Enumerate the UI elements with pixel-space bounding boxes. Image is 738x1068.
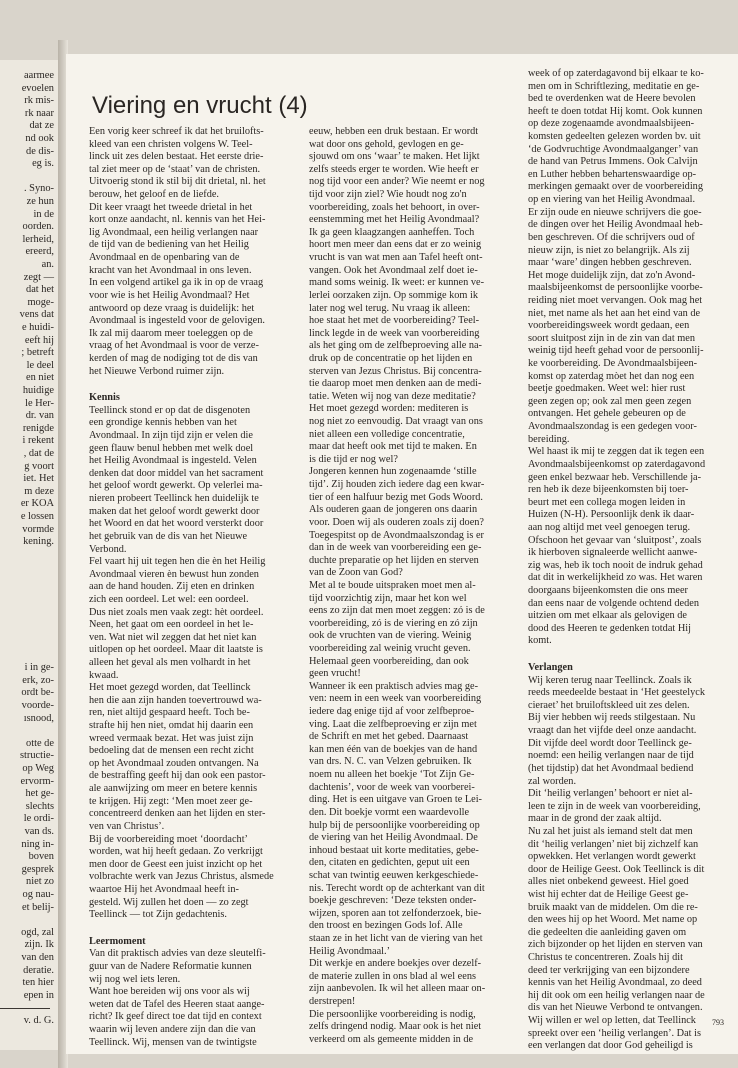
- fragment-line: dat het: [26, 284, 54, 296]
- text-line: ven: neem in een week van voorbereiding: [309, 693, 482, 705]
- text-line: bruik maakt van de middelen. Om die re-: [528, 901, 698, 913]
- text-line: sjouwd om ons ‘waar’ te maken. Het lijkt: [309, 151, 480, 163]
- text-line: uitlopen op het oordeel. Maar dit laatste is: [89, 644, 263, 656]
- text-line: maar dat heeft ook met tijd te maken. En: [309, 441, 477, 453]
- text-line: iedere dag enige tijd af voor zelfbeproe-: [309, 706, 475, 718]
- fragment-line: i in ge-: [24, 662, 54, 674]
- text-line: waartoe Hij het Avondmaal heeft in-: [89, 883, 239, 895]
- text-line: voorbereiding, zoals het behoort, in over-: [309, 201, 480, 213]
- text-line: die gedeelten die aanleiding gaven om: [528, 926, 687, 938]
- text-line: Avondmaal is ingesteld voor de gelovigen.: [89, 315, 265, 327]
- text-line: Ik ga geen klaagzangen aanheffen. Toch: [309, 226, 475, 238]
- fragment-line: huidige: [22, 385, 54, 396]
- section-heading: Verlangen: [528, 662, 573, 674]
- text-line: en Luther hebben behartenswaardige op-: [528, 168, 697, 180]
- text-line: Dit keer vraagt het tweede drietal in het: [89, 201, 253, 213]
- text-line: kennis van het Heilig Avondmaal, zo deed: [528, 977, 702, 989]
- fragment-line: aarmee: [24, 70, 54, 81]
- fragment-line: evoelen: [21, 82, 54, 94]
- text-line: [528, 648, 734, 662]
- text-line: tijd voor zijn ziel? Wie houdt nog zo'n: [309, 189, 467, 201]
- text-line: hij dit ook om een heilig verlangen naar de: [528, 989, 705, 1001]
- text-line: In een volgend artikel ga ik in op de vraag: [89, 277, 264, 289]
- text-line: Helemaal geen voorbereiding, dan ook: [309, 655, 469, 667]
- text-line: hoe staat het met de voorbereiding? Teel-: [309, 315, 480, 327]
- text-line: (het tijdstip) dat het Avondmaal bediend: [528, 762, 694, 774]
- text-line: wat door ons gehold, gevlogen en ge-: [309, 138, 464, 150]
- text-line: maalsbijeenkomst de persoonlijke voorbe-: [528, 282, 703, 294]
- text-line: kwaad.: [89, 669, 119, 681]
- text-line: heeft te doen totdat Hij komt. Ook kunnen: [528, 105, 703, 117]
- text-line: den troost en bezingen Gods lof. Alle: [309, 920, 463, 932]
- text-line: kan men één van de boekjes van de hand: [309, 743, 478, 755]
- text-line: maken dat het geloof wordt gewerkt door: [89, 505, 260, 517]
- text-line: men om in Schriftlezing, meditatie en ge-: [528, 80, 700, 92]
- text-line: tijd voorzichtig zijn, maar het kon wel: [309, 592, 467, 604]
- text-line: wij nog wel iets leren.: [89, 973, 181, 985]
- fragment-line: ervorm-: [20, 775, 54, 787]
- fragment-line: erk, zo-: [22, 674, 54, 686]
- fragment-line: ; betreft: [21, 347, 54, 359]
- text-line: Christus te concentreren. Zoals hij dit: [528, 952, 683, 964]
- text-line: den. Dit boekje vormt een waardevolle: [309, 806, 470, 818]
- text-line: den, citaten en gedichten, geput uit een: [309, 857, 470, 869]
- text-line: is die tijd er nog wel?: [309, 453, 398, 465]
- fragment-line: lerheid,: [22, 233, 54, 245]
- text-line: lerlei oorzaken zijn. Op sommige kom ik: [309, 289, 478, 301]
- text-line: vangen. Ook het Avondmaal zelf doet ie-: [309, 264, 478, 276]
- text-line: tie daarop moet men denken aan de medi-: [309, 378, 482, 390]
- text-line: merkingen gemaakt over de voorbereiding: [528, 181, 703, 193]
- fragment-line: dat ze: [29, 120, 54, 132]
- text-line: nog niet zo eenvoudig. Dat vraagt van ons: [309, 416, 483, 428]
- text-line: tijd’. Zij houden zich iedere dag een kwar-: [309, 479, 485, 491]
- text-line: hoort men meer dan eens dat er zo weinig: [309, 239, 482, 251]
- fragment-line: ereerd,: [25, 246, 54, 258]
- fragment-line: , dat de: [23, 448, 54, 459]
- text-line: Van dit praktisch advies van deze sleutelfi-: [89, 948, 266, 960]
- text-line: de dingen over het Heilig Avondmaal heb-: [528, 219, 703, 231]
- text-line: kracht van het Avondmaal in ons leven.: [89, 264, 252, 276]
- text-line: Dit werkje en andere boekjes over dezelf-: [309, 958, 482, 970]
- text-line: maar in de grond der zaak altijd.: [528, 813, 662, 825]
- text-line: op het Avondmaal zouden ontvangen. Na: [89, 757, 259, 769]
- text-line: ving. Laat die zelfbeproeving er zijn met: [309, 718, 477, 730]
- text-line: Toegespitst op de Avondmaalszondag is er: [309, 529, 484, 541]
- text-line: verkeerd om als gemeente midden in de: [309, 1033, 474, 1045]
- fragment-line: slechts: [25, 800, 54, 812]
- fragment-line: . Syno-: [23, 183, 54, 195]
- text-line: kerden of mag de nodiging tot de dis van: [89, 352, 258, 364]
- text-line: zig was, heb ik toch nooit de indruk gehad: [528, 559, 703, 571]
- text-line: een verlangen dat door God geheiligd is: [528, 1040, 693, 1052]
- text-line: als het ging om de zelfbeproeving alle na-: [309, 340, 482, 352]
- text-line: strafte hij hen niet, omdat hij daarin een: [89, 720, 254, 732]
- fragment-line: ning in-: [21, 838, 54, 850]
- text-line: bedoeling dat de mensen een recht zicht: [89, 745, 254, 757]
- text-line: door de Heilige Geest. Ook Teellinck is dit: [528, 863, 705, 875]
- text-line: reiding niet moet vervangen. Ook mag het: [528, 294, 703, 306]
- text-line: Nu zal het juist als iemand stelt dat men: [528, 825, 693, 837]
- text-line: de tijd van de bediening van het Heilig: [89, 239, 249, 251]
- text-line: Heilig Avondmaal.’: [309, 945, 391, 957]
- text-line: op en viering van het Heilig Avondmaal.: [528, 194, 696, 206]
- text-line: Die persoonlijke voorbereiding is nodig,: [309, 1008, 476, 1020]
- fragment-line: gesprek: [21, 863, 54, 875]
- fragment-line: an.: [41, 259, 54, 270]
- text-line: linck uit zes delen bestaat. Het eerste drie-: [89, 151, 264, 163]
- text-line: geen zegen op; ook zal men geen zegen: [528, 395, 692, 407]
- fragment-line: epen in: [23, 989, 54, 1001]
- fragment-line: iet. Het: [23, 473, 54, 485]
- text-line: nog tijd voor een ander? Wie neemt er nog: [309, 176, 485, 188]
- text-line: vraagt dan het vijfde deel onze aandacht.: [528, 725, 697, 737]
- fragment-line: de dis-: [26, 145, 54, 157]
- text-line: van de Zoon van God?: [309, 567, 403, 579]
- text-line: ren heb ik deze bijeenkomsten bij toer-: [528, 484, 689, 496]
- text-line: linck legde in de week van voorbereiding: [309, 327, 480, 339]
- text-line: soort sluitpost zijn in de zin van dat men: [528, 332, 696, 344]
- fragment-line: le deel: [26, 359, 54, 371]
- text-line: eeuw, hebben een druk bestaan. Er wordt: [309, 126, 479, 137]
- text-line: Avondmaal. In zijn tijd zijn er velen die: [89, 430, 253, 442]
- text-line: Een vorig keer schreef ik dat het bruilofts-: [89, 126, 264, 137]
- text-line: Avondmaal vieren èn bewust hun zonden: [89, 568, 259, 580]
- text-line: komst op zaterdag mòet het dan nog een: [528, 370, 695, 382]
- text-line: op deze zogenaamde avondmaalsbijeen-: [528, 118, 695, 130]
- text-line: Als ouderen gaan de jongeren ons daarin: [309, 504, 478, 516]
- fragment-line: le ordi-: [23, 813, 54, 825]
- text-line: het Nieuwe Verbond ruimer zijn.: [89, 365, 225, 377]
- text-line: tal ziet meer op de ‘staat’ van de christen.: [89, 163, 261, 175]
- text-line: Uitvoerig stond ik stil bij dit drietal, nl. het: [89, 176, 266, 188]
- text-line: volbrachte werk van Jezus Christus, alsmede: [89, 871, 274, 883]
- fragment-line: i rekent: [22, 435, 54, 447]
- text-line: te krijgen. Hij zegt: ‘Men moet zeer ge-: [89, 795, 253, 807]
- fragment-line: van den: [21, 952, 54, 963]
- text-line: zelfs steeds erger te worden. Wie heeft er: [309, 163, 479, 175]
- text-line: berouw, het geloof en de liefde.: [89, 189, 219, 201]
- text-line: mand soms weinig. Ik weet: er kunnen ve-: [309, 277, 485, 289]
- text-line: ben geschreven. Of die schrijvers oud of: [528, 231, 695, 243]
- text-line: dood des Heeren te gedenken totdat Hij: [528, 622, 691, 634]
- text-line: wijzen, sporen aan tot zelfonderzoek, bie-: [309, 907, 482, 919]
- text-line: weinig tijd heeft gehad voor de persoonlij-: [528, 345, 704, 357]
- text-line: ook de vruchten van de viering. Weinig: [309, 630, 472, 642]
- text-line: de materie zullen in ons blad al wel eens: [309, 970, 476, 982]
- fragment-line: rk naar: [24, 107, 54, 119]
- fragment-line: van ds.: [24, 826, 54, 837]
- fragment-line: nd ook: [25, 133, 54, 144]
- text-line: week of op zaterdagavond bij elkaar te ko-: [528, 68, 704, 79]
- text-line: waarin wij leven andere zijn dan die van: [89, 1024, 256, 1036]
- text-line: [89, 378, 299, 392]
- text-line: Het moet gezegd worden, dat Teellinck: [89, 682, 251, 694]
- text-line: ontvangen. Het gehele gebeuren op de: [528, 408, 686, 420]
- text-line: zich een oordeel. Let wel: een oordeel.: [89, 593, 249, 605]
- previous-page-fragment: [0, 60, 58, 1050]
- fragment-line: ısnood,: [23, 712, 54, 724]
- text-line: voor wie is het Heilig Avondmaal? Het: [89, 289, 250, 301]
- text-line: weten dat de Tafel des Heeren staat aange-: [89, 998, 265, 1010]
- text-line: doorgaans bijeenkomsten die ons meer: [528, 584, 688, 596]
- text-line: de hand van Petrus Immens. Ook Calvijn: [528, 156, 698, 168]
- text-line: Met al te boude uitspraken moet men al-: [309, 579, 476, 591]
- article-column-3: [528, 68, 734, 1053]
- article-title: Viering en vrucht (4): [92, 92, 308, 119]
- text-line: Bij de voorbereiding moet ‘doordacht’: [89, 833, 248, 845]
- text-line: van drs. N. C. van Velzen gebruiken. Ik: [309, 756, 472, 768]
- text-line: ven. Wat niet wil zeggen dat het niet kan: [89, 631, 257, 643]
- text-line: dit ‘heilig verlangen’ niet bij zichzelf kan: [528, 838, 699, 850]
- text-line: vraag of het Avondmaal is voor de verze-: [89, 340, 259, 352]
- text-line: kleed van een christen volgens W. Teel-: [89, 138, 253, 150]
- text-line: Want hoe bereiden wij ons voor als wij: [89, 986, 250, 998]
- text-line: wreed vermaak bezat. Het was juist zijn: [89, 732, 254, 744]
- text-line: Ofschoon het gevaar van ‘sluitpost’, zoals: [528, 534, 702, 546]
- text-line: ale aanwijzing om meer en betere kennis: [89, 783, 258, 795]
- text-line: zijn aanbevolen. Ik wil het alleen maar on-: [309, 983, 486, 995]
- text-line: beetje goedmaken. Weet wel: hier rust: [528, 383, 686, 395]
- text-line: ven van Christus’.: [89, 820, 165, 832]
- fragment-line: otte de: [26, 737, 54, 749]
- section-heading: Leermoment: [89, 935, 146, 947]
- text-line: Wij willen er wel op letten, dat Teellinck: [528, 1015, 696, 1027]
- fragment-line: ten hier: [22, 977, 54, 989]
- article-column-2: [309, 126, 519, 1046]
- fragment-line: og nau-: [22, 889, 54, 900]
- text-line: maar ‘ware’ dingen hebben geschreven.: [528, 257, 692, 269]
- text-line: wist hij echter dat de Heilige Geest ge-: [528, 889, 689, 900]
- text-line: hulp bij de persoonlijke voorbereiding op: [309, 819, 480, 831]
- text-line: Avondmaal en de openbaring van de: [89, 252, 240, 264]
- fragment-line: zegt —: [23, 271, 54, 283]
- text-line: tier of een halfuur bezig met Gods Woord.: [309, 491, 483, 503]
- text-line: geen flauw benul hebben met welk doel: [89, 442, 254, 454]
- text-line: Teellinck — tot Zijn gedachtenis.: [89, 909, 227, 921]
- fragment-line: het ge-: [25, 788, 54, 800]
- fragment-line: e lossen: [20, 511, 54, 522]
- text-line: Dit vijfde deel wordt door Teellinck ge-: [528, 737, 692, 749]
- fragment-line: e huidi-: [21, 322, 54, 333]
- text-line: de viering van het Heilig Avondmaal. De: [309, 832, 478, 844]
- text-line: nieuw zijn, is niet zo belangrijk. Als zij: [528, 244, 690, 256]
- text-line: derstrepen!: [309, 996, 356, 1008]
- text-line: noemd: een heilig verlangen naar de tijd: [528, 750, 694, 762]
- text-line: bed te overdenken wat de Heere bevolen: [528, 93, 696, 105]
- fragment-line: voorde-: [21, 700, 54, 711]
- text-line: Het moge duidelijk zijn, dat zo'n Avond-: [528, 269, 696, 281]
- text-line: niet, met name als het aan het eind van de: [528, 307, 701, 319]
- page-number: 793: [712, 1018, 724, 1027]
- text-line: voorbereiding, zó is de viering en zó zijn: [309, 617, 478, 629]
- text-line: schat van twintig eeuwen kerkgeschiede-: [309, 869, 479, 881]
- text-line: dan eens naar de volgende ochtend deden: [528, 597, 699, 609]
- fragment-line: boven: [28, 851, 54, 863]
- text-line: geen enkel bezwaar heb. Verschillende ja-: [528, 471, 702, 483]
- text-line: Er zijn oude en nieuwe schrijvers die goe-: [528, 206, 702, 218]
- text-line: Bij vier hebben wij reeds stilgestaan. Nu: [528, 712, 696, 724]
- column-end-rule: [0, 1008, 50, 1009]
- text-line: eenstemming met het Heilig Avondmaal?: [309, 214, 480, 226]
- fragment-line: oorden.: [22, 221, 54, 233]
- text-line: bereiding.: [528, 433, 570, 445]
- text-line: sterven van Jezus Christus. Bij concentra-: [309, 365, 482, 377]
- text-line: nis. Terecht wordt op de achterkant van dit: [309, 882, 485, 894]
- text-line: het geloof wordt gewerkt. Op velerlei ma-: [89, 480, 263, 492]
- text-line: het Woord en dat het woord versterkt door: [89, 518, 264, 530]
- text-line: alleen het geval als men volhardt in het: [89, 656, 251, 668]
- text-line: Ik zal mij daarom meer toeleggen op de: [89, 327, 253, 339]
- text-line: opwekken. Het verlangen wordt gewerkt: [528, 851, 696, 863]
- text-line: Wanneer ik een praktisch advies mag ge-: [309, 680, 478, 692]
- text-line: staan ze in het licht van de viering van het: [309, 933, 483, 944]
- fragment-line: dr. van: [25, 410, 54, 422]
- text-line: geen vrucht!: [309, 668, 361, 680]
- text-line: [89, 922, 299, 936]
- text-line: ren, niet altijd gespaard heeft. Toch be-: [89, 707, 250, 719]
- fragment-line: eeft hij: [24, 334, 54, 346]
- fragment-line: vens dat: [19, 309, 54, 321]
- text-line: antwoord op deze vraag is duidelijk: het: [89, 302, 255, 314]
- fragment-line: eg is.: [32, 158, 54, 170]
- text-line: komt.: [528, 635, 552, 647]
- text-line: eens zo zijn dat men moet zeggen: zó is de: [309, 605, 485, 617]
- text-line: ik hierboven signaleerde wellicht aanwe-: [528, 547, 698, 559]
- fragment-line: en niet: [26, 372, 54, 384]
- text-line: beurt met een collega mogen leiden in: [528, 496, 686, 508]
- text-line: Fel vaart hij uit tegen hen die èn het Heilig: [89, 556, 266, 568]
- fragment-line: ordt be-: [21, 687, 54, 699]
- text-line: uitzien om met elkaar als gelovigen de: [528, 610, 687, 622]
- fragment-line: structie-: [19, 750, 54, 762]
- text-line: druk op de concentratie op het lijden en: [309, 352, 473, 364]
- fragment-line: ogd, zal: [21, 926, 54, 938]
- text-line: guur van de Nadere Reformatie kunnen: [89, 961, 252, 972]
- text-line: Dus niet zoals men vaak zegt: hèt oordeel.: [89, 606, 264, 618]
- text-line: concentreerd denken aan het lijden en ster-: [89, 808, 266, 820]
- text-line: Teellinck. Wij, mensen van de twintigste: [89, 1036, 257, 1048]
- text-line: komsten gedeelten gelezen worden bv. uit: [528, 131, 701, 143]
- text-line: voorbereiding zal weinig vrucht geven.: [309, 642, 471, 654]
- article-column-1: [89, 126, 299, 1049]
- text-line: Avondmaalszondag is een gedegen voor-: [528, 421, 697, 433]
- text-line: vrucht is van wat men aan Tafel heeft ont-: [309, 252, 483, 264]
- text-line: Wij keren terug naar Teellinck. Zoals ik: [528, 674, 692, 686]
- text-line: ding. Het is een uitgave van Groen te Lei-: [309, 794, 482, 806]
- fragment-line: deratie.: [23, 964, 54, 976]
- fragment-line: in de: [33, 208, 54, 220]
- text-line: dis van het Nieuwe Verbond te ontvangen.: [528, 1002, 703, 1014]
- text-line: later nog wel terug. Nu vraag ik alleen:: [309, 302, 471, 314]
- text-line: hen die aan zijn handen toevertrouwd wa-: [89, 694, 262, 706]
- text-line: zich bijzonder op het lijden en sterven van: [528, 939, 703, 951]
- fragment-line: m deze: [24, 485, 54, 497]
- text-line: ‘de Godvruchtige Avondmaalganger’ van: [528, 143, 699, 155]
- text-line: Dit ‘heilig verlangen’ behoort er niet al-: [528, 788, 693, 800]
- section-heading: Kennis: [89, 392, 120, 404]
- text-line: leen te zijn in de week van voorbereiding,: [528, 800, 701, 812]
- text-line: gesteld. Wij zullen het doen — zo zegt: [89, 896, 249, 908]
- text-line: voorbereidingsweek wordt gedaan, een: [528, 320, 690, 332]
- text-line: cieraet’ het bruiloftskleed uit zes delen.: [528, 699, 690, 711]
- text-line: lig Avondmaal, een heilig verlangen naar: [89, 226, 259, 238]
- text-line: de bestraffing geeft hij dan ook een pastor-: [89, 770, 266, 782]
- text-line: duchte preparatie op het lijden en sterven: [309, 554, 479, 566]
- text-line: voor. Doen wij als ouderen zoals zij doen?: [309, 516, 484, 528]
- text-line: den wees hij op het Woord. Met name op: [528, 914, 698, 926]
- text-line: de Schrift en met het gebed. Daarnaast: [309, 731, 469, 743]
- text-line: ke voorbereiding. De Avondmaalsbijeen-: [528, 358, 698, 370]
- fragment-line: g voort: [24, 460, 54, 472]
- text-line: tatie. Weten wij nog van deze meditatie?: [309, 390, 476, 402]
- text-line: kort onze aandacht, nl. kennis van het Hei-: [89, 214, 266, 226]
- text-line: noem nu alleen het boekje ‘Tot Zijn Ge-: [309, 769, 475, 781]
- fragment-line: er KOA: [20, 498, 54, 510]
- text-line: boekje geschreven: ‘Deze teksten onder-: [309, 895, 477, 907]
- text-line: Jongeren kennen hun zogenaamde ‘stille: [309, 466, 477, 478]
- text-line: aan de hand houden. Zij eten en drinken: [89, 581, 255, 593]
- fragment-line: niet zo: [26, 876, 54, 888]
- fragment-line: rk mis-: [24, 95, 54, 107]
- text-line: dat dit in werkelijkheid zo was. Het waren: [528, 572, 703, 584]
- text-line: spreekt over een ‘heilig verlangen’. Dat is: [528, 1027, 701, 1039]
- text-line: alles niet onbekend geweest. Hiel goed: [528, 876, 689, 888]
- fragment-line: vormde: [22, 523, 54, 535]
- text-line: het gebruik van de dis van het Nieuwe: [89, 530, 248, 542]
- text-line: richt? Ik geef direct toe dat tijd en context: [89, 1011, 262, 1023]
- text-line: worden, wat hij heeft gedaan. Zo verkrijgt: [89, 846, 263, 858]
- text-line: Huizen (N-H). Persoonlijk denk ik daar-: [528, 509, 695, 521]
- text-line: het Heilig Avondmaal is ingesteld. Velen: [89, 455, 257, 467]
- text-line: denken dat door middel van het sacrament: [89, 467, 264, 479]
- fragment-line: renigde: [22, 422, 54, 434]
- text-line: Verbond.: [89, 543, 127, 555]
- fragment-line: et belij-: [21, 901, 54, 913]
- text-line: een grondige kennis hebben van het: [89, 417, 237, 429]
- text-line: dachtenis’, voor de week van voorberei-: [309, 781, 475, 793]
- text-line: Teellinck stond er op dat de disgenoten: [89, 404, 251, 416]
- text-line: inhoud bestaat uit korte meditaties, gebe-: [309, 844, 479, 856]
- text-line: zal worden.: [528, 775, 577, 787]
- text-line: aan nog altijd met veel genoegen terug.: [528, 521, 691, 533]
- text-line: Wel haast ik mij te zeggen dat ik tegen een: [528, 446, 705, 458]
- text-line: men door de Geest een juist inzicht op het: [89, 858, 263, 870]
- text-line: niet alleen een volledige concentratie,: [309, 428, 465, 440]
- fragment-line: op Weg: [22, 763, 54, 774]
- text-line: reeds meedeelde bestaat in ‘Het geestelyck: [528, 687, 705, 699]
- fragment-line: zijn. Ik: [24, 939, 54, 951]
- fragment-line: ze hun: [26, 196, 54, 207]
- text-line: zelfs dringend nodig. Maar ook is het niet: [309, 1021, 482, 1033]
- text-line: Het moet gezegd worden: mediteren is: [309, 403, 469, 415]
- text-line: Neen, het gaat om een oordeel in het le-: [89, 619, 254, 631]
- fragment-line: le Her-: [25, 397, 54, 409]
- fragment-line: moge-: [27, 296, 54, 308]
- text-line: deed ter verkrijging van een bijzondere: [528, 964, 690, 976]
- fragment-line: kening.: [23, 536, 54, 548]
- fragment-line: v. d. G.: [23, 1015, 54, 1026]
- text-line: dan in de week van voorbereiding een ge-: [309, 542, 482, 554]
- text-line: Avondmaalsbijeenkomst op zaterdagavond: [528, 458, 706, 470]
- text-line: nieren probeert Teellinck hen duidelijk te: [89, 493, 259, 505]
